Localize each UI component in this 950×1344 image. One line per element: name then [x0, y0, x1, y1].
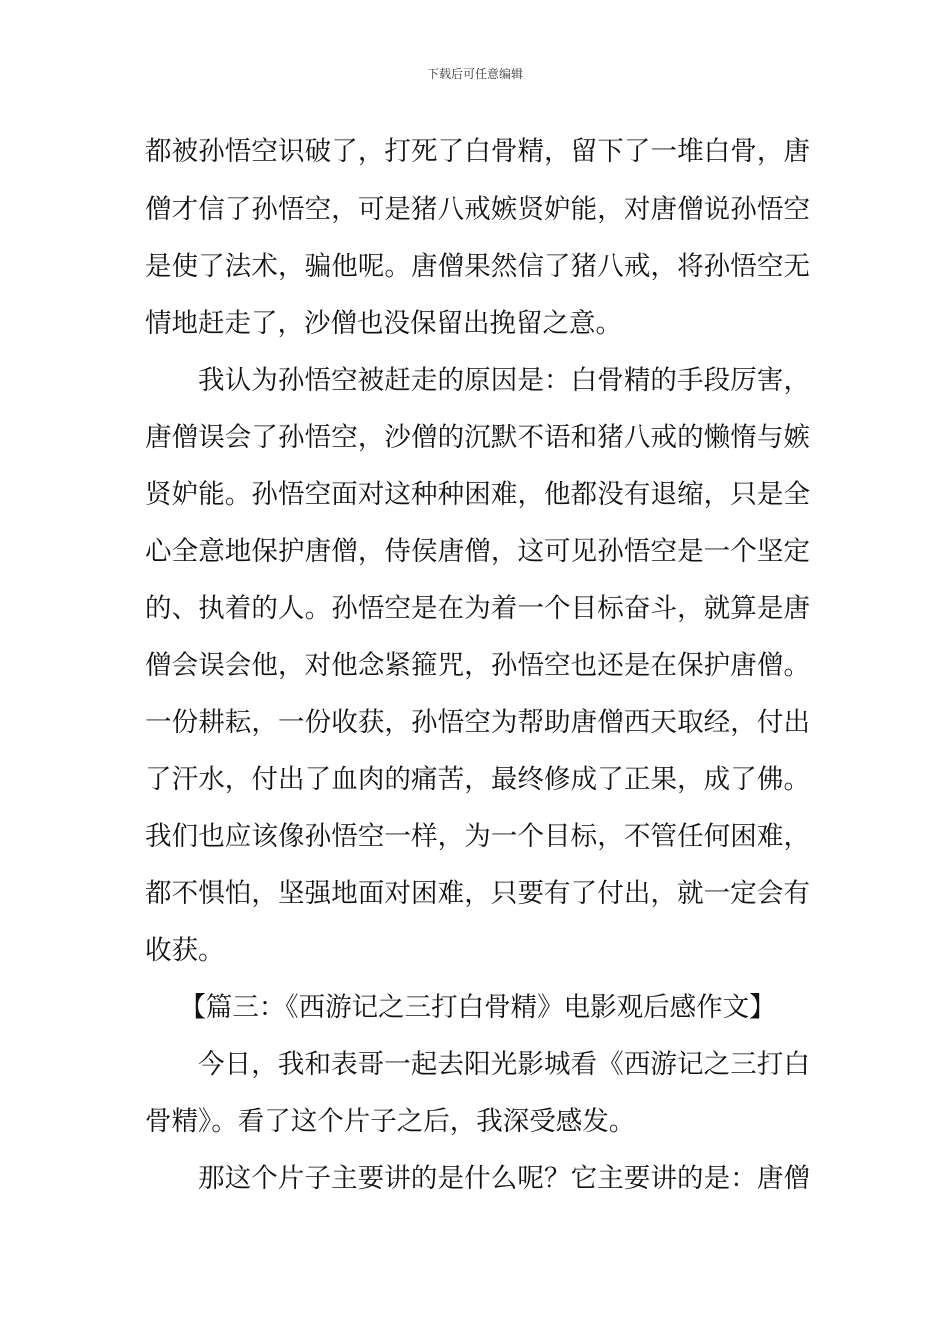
text-line: 都被孙悟空识破了，打死了白骨精，留下了一堆白骨，唐: [145, 136, 810, 167]
text-line: 收获。: [145, 935, 225, 966]
text-line: 的、执着的人。孙悟空是在为着一个目标奋斗，就算是唐: [145, 593, 810, 624]
text-line: 贤妒能。孙悟空面对这种种困难，他都没有退缩，只是全: [145, 479, 810, 510]
section-heading: 【篇三：《西游记之三打白骨精》电影观后感作文】: [179, 992, 776, 1023]
text-line: 唐僧误会了孙悟空，沙僧的沉默不语和猪八戒的懒惰与嫉: [145, 422, 810, 453]
text-line: 我认为孙悟空被赶走的原因是：白骨精的手段厉害，: [198, 365, 810, 396]
text-line: 那这个片子主要讲的是什么呢？它主要讲的是：唐僧: [198, 1163, 810, 1194]
text-line: 我们也应该像孙悟空一样，为一个目标，不管任何困难，: [145, 821, 810, 852]
text-line: 了汗水，付出了血肉的痛苦，最终修成了正果，成了佛。: [145, 764, 810, 795]
text-line: 都不惧怕，坚强地面对困难，只要有了付出，就一定会有: [145, 878, 810, 909]
page-header: 下载后可任意编辑: [426, 67, 523, 81]
text-line: 僧会误会他，对他念紧箍咒，孙悟空也还是在保护唐僧。: [145, 650, 810, 681]
text-line: 情地赶走了，沙僧也没保留出挽留之意。: [145, 308, 622, 339]
text-line: 僧才信了孙悟空，可是猪八戒嫉贤妒能，对唐僧说孙悟空: [145, 194, 810, 225]
text-line: 今日，我和表哥一起去阳光影城看《西游记之三打白: [198, 1049, 810, 1080]
text-line: 骨精》。看了这个片子之后，我深受感发。: [145, 1106, 636, 1137]
text-line: 一份耕耘，一份收获，孙悟空为帮助唐僧西天取经，付出: [145, 707, 810, 738]
text-line: 是使了法术，骗他呢。唐僧果然信了猪八戒，将孙悟空无: [145, 251, 810, 282]
text-line: 心全意地保护唐僧，侍侯唐僧，这可见孙悟空是一个坚定: [145, 536, 810, 567]
